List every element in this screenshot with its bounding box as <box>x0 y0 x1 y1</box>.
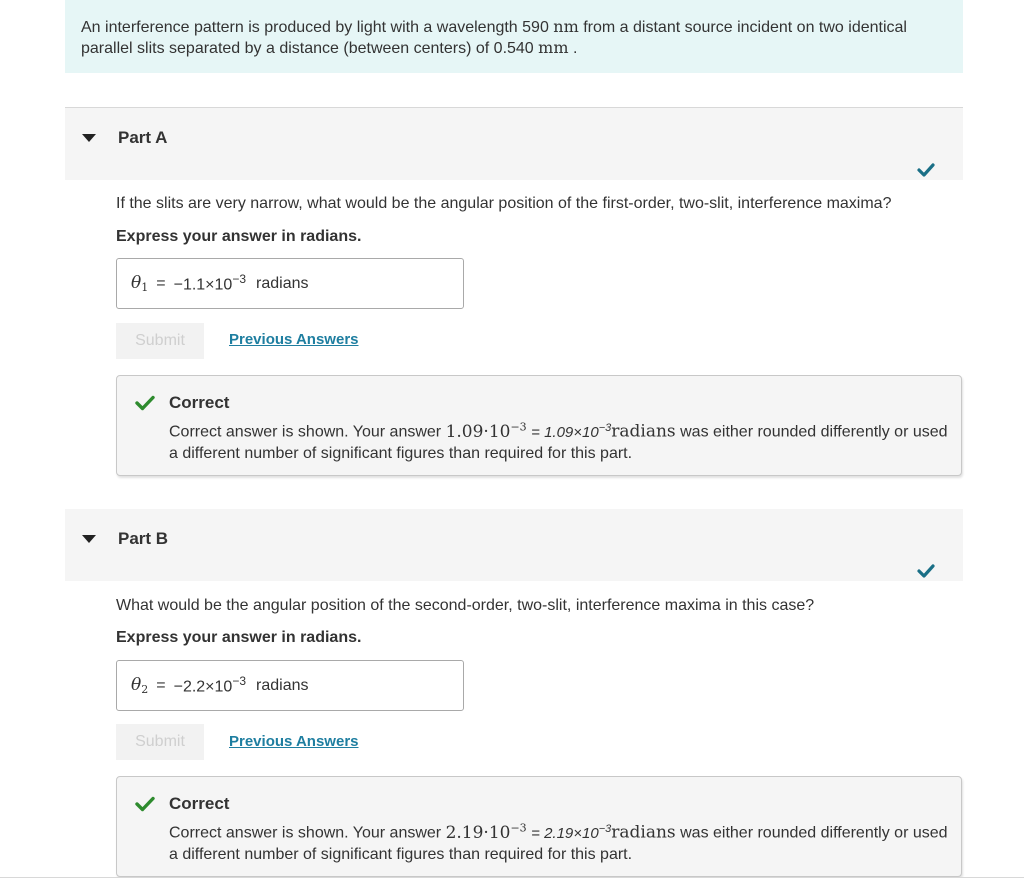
part-a-header[interactable] <box>65 108 963 180</box>
part-a-submit-button[interactable]: Submit <box>116 323 204 359</box>
part-b-question: What would be the angular position of the second-order, two-slit, interference maxima in this case? <box>116 597 815 614</box>
checkmark-icon <box>917 162 935 178</box>
part-a-feedback <box>116 375 962 476</box>
intro-text-middle: from a distant source incident on two identical parallel slits separated by a distance (between centers) of 0.540 <box>81 19 907 57</box>
intro-unit-nm: nm <box>553 17 579 36</box>
answer-variable: $\theta_1$ <box>131 273 149 294</box>
part-b-instruction: Express your answer in radians. <box>116 629 362 646</box>
part-b-header[interactable] <box>65 509 963 581</box>
checkmark-icon <box>917 563 935 579</box>
answer-value: $-1.1\times 10^{-3}$ <box>173 272 247 294</box>
part-a-title: Part A <box>118 128 168 147</box>
part-b-submit-button[interactable]: Submit <box>116 724 204 760</box>
part-a-question: If the slits are very narrow, what would be the angular position of the first-order, two-slit, interference maxima? <box>116 195 892 212</box>
feedback-title: Correct <box>169 393 230 412</box>
answer-equals: = <box>156 274 166 292</box>
answer-value: $-2.2\times 10^{-3}$ <box>173 674 247 696</box>
part-b-previous-answers-link[interactable]: Previous Answers <box>229 733 359 750</box>
feedback-title: Correct <box>169 794 230 813</box>
intro-text-end: . <box>572 40 578 57</box>
part-a-answer-field[interactable] <box>116 258 464 309</box>
part-b-feedback <box>116 776 962 877</box>
part-b-answer-field[interactable] <box>116 660 464 711</box>
problem-intro <box>65 0 963 73</box>
feedback-text: Correct answer is shown. Your answer $2.19\cdot 10^{-3}$ = $2.19\times 10^{-3}radians$ was either rounded differently or used a different number of significant figures than required for this part. <box>169 821 948 863</box>
feedback-text: Correct answer is shown. Your answer $1.09\cdot 10^{-3}$ = $1.09\times 10^{-3}radians$ was either rounded differently or used a different number of significant figures than required for this part. <box>169 420 948 462</box>
part-a-instruction: Express your answer in radians. <box>116 228 362 245</box>
intro-text-before: An interference pattern is produced by light with a wavelength 590 <box>81 19 549 36</box>
caret-down-icon[interactable] <box>82 134 96 142</box>
caret-down-icon[interactable] <box>82 535 96 543</box>
answer-unit: radians <box>256 274 309 292</box>
intro-unit-mm: mm <box>538 38 569 57</box>
answer-unit: radians <box>256 676 309 694</box>
answer-variable: $\theta_2$ <box>131 675 149 696</box>
part-a-previous-answers-link[interactable]: Previous Answers <box>229 331 359 348</box>
answer-equals: = <box>156 676 166 694</box>
part-b-title: Part B <box>118 529 169 548</box>
checkmark-icon <box>135 395 155 411</box>
checkmark-icon <box>135 796 155 812</box>
